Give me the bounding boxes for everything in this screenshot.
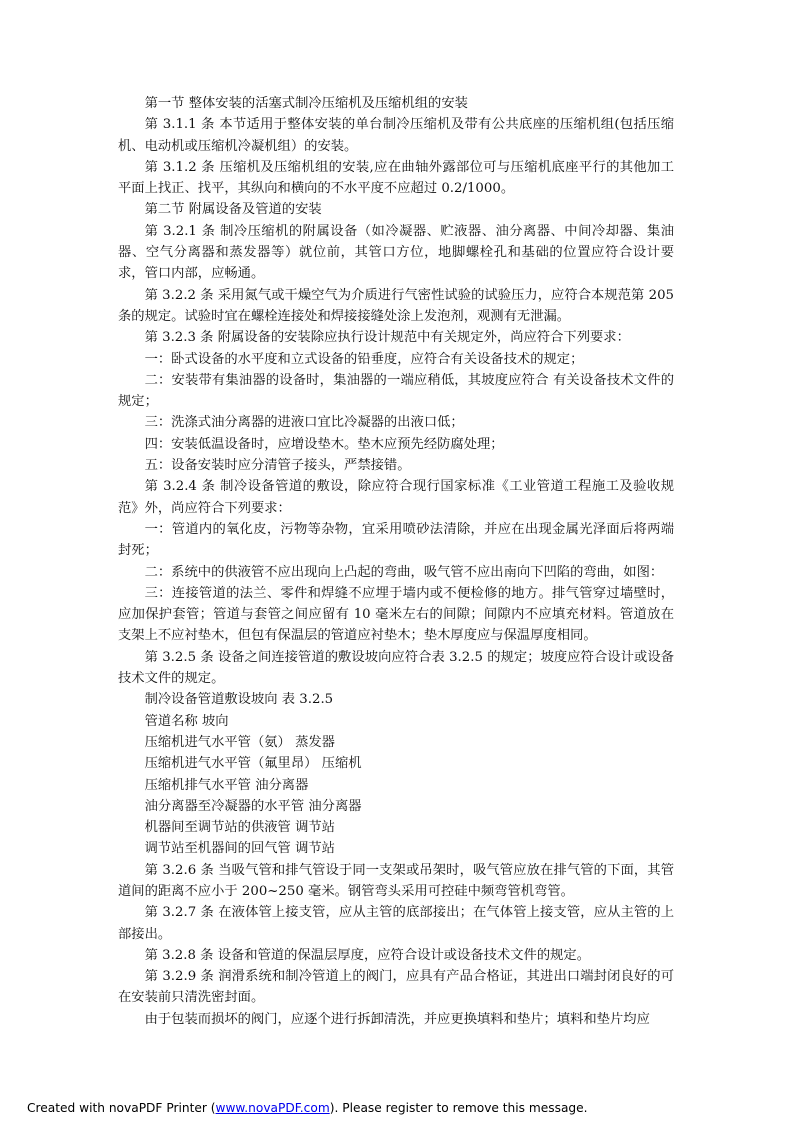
paragraph: 第 3.2.2 条 采用氮气或干燥空气为介质进行气密性试验的试验压力，应符合本规范第 205 条的规定。试验时宜在螺栓连接处和焊接接缝处涂上发泡剂，观测有无泄漏。 (118, 287, 674, 324)
paragraph: 第 3.2.6 条 当吸气管和排气管设于同一支架或吊架时，吸气管应放在排气管的下面，其管道间的距离不应小于 200~250 毫米。钢管弯头采用可控硅中频弯管机弯管。 (118, 862, 674, 899)
footer-link[interactable]: www.novaPDF.com (215, 1101, 330, 1115)
paragraph: 二：系统中的供液管不应出现向上凸起的弯曲，吸气管不应出南向下凹陷的弯曲，如图： (144, 564, 664, 580)
paragraph: 第 3.2.4 条 制冷设备管道的敷设，除应符合现行国家标准《工业管道工程施工及验收规范》外，尚应符合下列要求： (118, 479, 674, 516)
paragraph: 制冷设备管道敷设坡向 表 3.2.5 (144, 692, 334, 708)
paragraph: 由于包装而损坏的阀门，应逐个进行拆卸清洗，并应更换填料和垫片；填料和垫片均应 (144, 1011, 650, 1027)
paragraph: 管道名称 坡向 (144, 713, 229, 729)
paragraph: 五：设备安装时应分清管子接头，严禁接错。 (144, 458, 411, 474)
watermark-footer (27, 1101, 588, 1115)
paragraph: 第二节 附属设备及管道的安装 (144, 202, 322, 218)
paragraph: 第 3.2.5 条 设备之间连接管道的敷设坡向应符合表 3.2.5 的规定；坡度应符合设计或设备技术文件的规定。 (118, 649, 674, 687)
paragraph: 第 3.1.1 条 本节适用于整体安装的单台制冷压缩机及带有公共底座的压缩机组(包括压缩机、电动机或压缩机冷凝机组）的安装。 (118, 117, 674, 154)
footer-prefix: Created with novaPDF Printer ( (27, 1101, 216, 1115)
paragraph: 压缩机排气水平管 油分离器 (144, 777, 309, 793)
paragraph: 第一节 整体安装的活塞式制冷压缩机及压缩机组的安装 (144, 96, 468, 111)
paragraph: 二：安装带有集油器的设备时，集油器的一端应稍低，其坡度应符合 有关设备技术文件的规定； (118, 372, 674, 410)
paragraph: 三：洗涤式油分离器的进液口宜比冷凝器的出液口低； (144, 415, 464, 431)
paragraph: 第 3.2.8 条 设备和管道的保温层厚度，应符合设计或设备技术文件的规定。 (144, 947, 591, 963)
paragraph: 压缩机进气水平管（氨） 蒸发器 (144, 734, 335, 750)
paragraph: 第 3.2.1 条 制冷压缩机的附属设备（如冷凝器、贮液器、油分离器、中间冷却器、集油器、空气分离器和蒸发器等）就位前，其管口方位，地脚螺栓孔和基础的位置应符合设计要求，管口内部，应畅通。 (118, 223, 674, 282)
footer-suffix: ). Please register to remove this message. (329, 1101, 588, 1115)
paragraph: 机器间至调节站的供液管 调节站 (144, 820, 335, 836)
paragraph: 压缩机进气水平管（氟里昂） 压缩机 (144, 756, 362, 772)
paragraph: 第 3.2.3 条 附属设备的安装除应执行设计规范中有关规定外，尚应符合下列要求： (144, 330, 630, 346)
document-body (118, 93, 674, 1030)
paragraph: 第 3.2.9 条 润滑系统和制冷管道上的阀门，应具有产品合格证，其进出口端封闭良好的可在安装前只清洗密封面。 (118, 969, 674, 1006)
paragraph: 调节站至机器间的回气管 调节站 (144, 841, 335, 857)
paragraph: 一：卧式设备的水平度和立式设备的铅垂度，应符合有关设备技术的规定； (144, 351, 584, 367)
paragraph: 第 3.2.7 条 在液体管上接支管，应从主管的底部接出；在气体管上接支管，应从主管的上部接出。 (118, 905, 674, 942)
paragraph: 一：管道内的氧化皮，污物等杂物，宜采用喷砂法清除，并应在出现金属光泽面后将两端封死； (118, 521, 674, 559)
paragraph: 第 3.1.2 条 压缩机及压缩机组的安装,应在曲轴外露部位可与压缩机底座平行的其他加工平面上找正、找平，其纵向和横向的不水平度不应超过 0.2/1000。 (118, 159, 674, 197)
paragraph: 油分离器至冷凝器的水平管 油分离器 (144, 798, 362, 814)
paragraph: 三：连接管道的法兰、零件和焊缝不应埋于墙内或不便检修的地方。排气管穿过墙壁时，应加保护套管；管道与套管之间应留有 10 毫米左右的间隙；间隙内不应填充材料。管道放在支架上不应衬垫木，但包有保温层的管道应衬垫木；垫木厚度应与保温厚度相同。 (118, 585, 674, 644)
paragraph: 四：安装低温设备时，应增设垫木。垫木应预先经防腐处理； (144, 436, 504, 452)
